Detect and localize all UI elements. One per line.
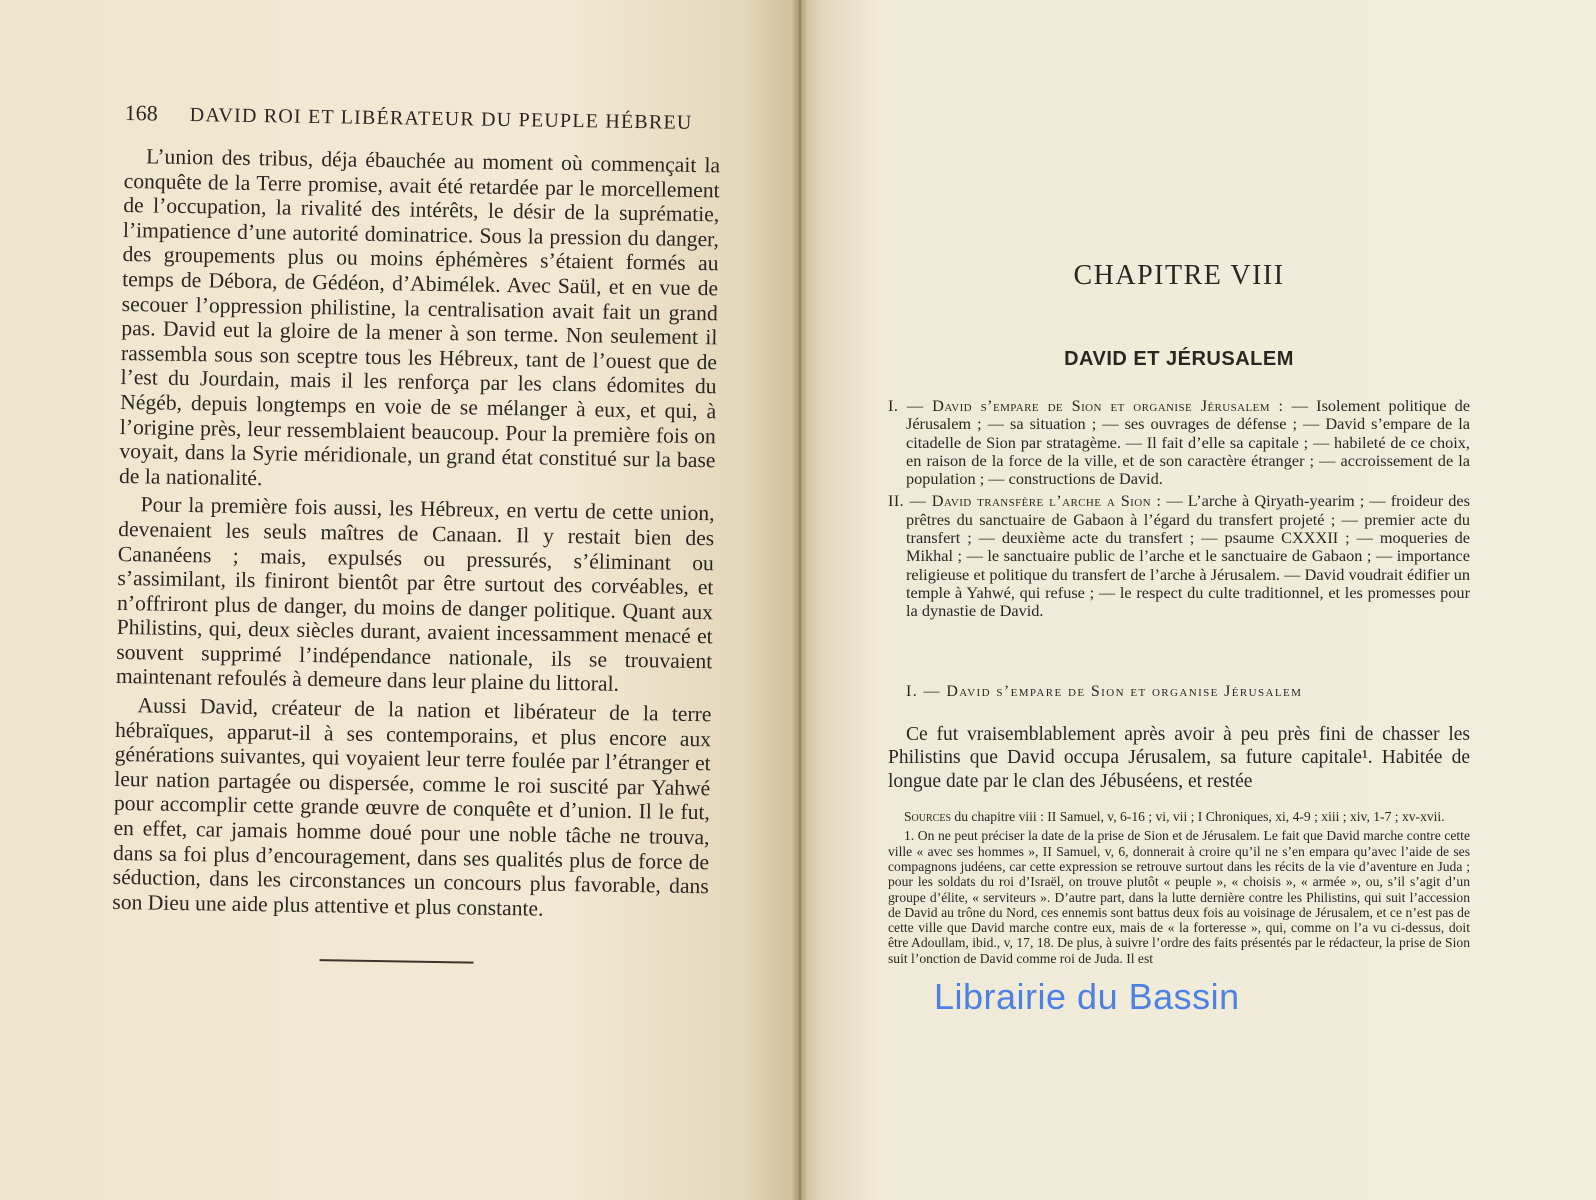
body-paragraph: L’union des tribus, déja ébauchée au moment où commençait la conquête de la Terre promise, avait été retardée par le morcellement de l’occupation, la rivalité des intérêts, le désir de la suprématie, l’impatience d’une autorité dominatrice. Sous la pression du danger, des groupements plus ou moins éphémères s’étaient formés au temps de Débora, de Gédéon, d’Abimélek. Avec Saül, et en vue de secouer l’oppression philistine, la centralisation avait fait un grand pas. David eut la gloire de la mener à son terme. Non seulement il rassembla sous son sceptre tous les Hébreux, tant de l’ouest que de l’est du Jourdain, mais il les renforça par les clans édomites du Négéb, depuis longtemps en voie de se mélanger à eux, et qui, à l’origine près, leur ressemblaient beaucoup. Pour la première fois on voyait, dans la Syrie méridionale, un grand état constitué sur la base de la nationalité.: [118, 144, 721, 490]
body-paragraph: Aussi David, créateur de la nation et libérateur de la terre hébraïques, apparut-il à ses contemporains, et plus encore aux générations suivantes, qui voyaient leur terre foulée par l’étranger et leur nation partagée ou dispersée, comme le roi suscité par Yahwé pour accomplir cette grande œuvre de conquête et d’union. Il le fut, en effet, car jamais homme doué pour une noble tâche ne trouva, dans sa foi plus d’encouragement, dans ses qualités plus de force de séduction, dans les circonstances un concours plus favorable, dans son Dieu une aide plus attentive et plus constante.: [112, 693, 712, 921]
watermark: Librairie du Bassin: [934, 976, 1240, 1017]
sources-note: [888, 809, 1470, 824]
chapter-title: CHAPITRE VIII: [1073, 260, 1285, 291]
section-paragraph: Ce fut vraisemblablement après avoir à peu près fini de chasser les Philistins que David occupa Jérusalem, sa future capitale¹. Habitée de longue date par le clan des Jébuséens, et restée: [888, 723, 1470, 792]
body-paragraph: Pour la première fois aussi, les Hébreux, en vertu de cette union, devenaient les seuls maîtres de Canaan. Il y restait bien des Cananéens ; mais, expulsés ou pressurés, s’éliminant ou s’assimilant, ils finiront bientôt par être surtout des corvéables, et n’offriront plus de danger, du moins de danger politique. Quant aux Philistins, qui, deux siècles durant, avaient incessamment menacé et souvent supprimé l’indépendance nationale, ils se trouvaient maintenant refoulés à demeure dans leur plaine du littoral.: [115, 492, 715, 697]
right-page-text: [888, 260, 1470, 970]
chapter-summary-item: [888, 397, 1470, 488]
book-gutter: [790, 0, 810, 1200]
sources-lead: Sources: [904, 809, 952, 825]
summary-lead: II. — David transfère l’arche a Sion :: [888, 491, 1162, 511]
chapter-summary-item: [888, 492, 1470, 620]
footnote: 1. On ne peut préciser la date de la prise de Sion et de Jérusalem. Le fait que David marche contre cette ville « avec ses hommes », II Samuel, v, 6, donnerait à croire qu’il ne s’en empara qu’avec l’aide de ses compagnons judéens, car cette expression se retrouve surtout dans les récits de la vie d’aventure en Juda ; pour les soldats du roi d’Israël, on trouve plutôt « peuple », « choisis », « armée », ou, s’il s’agit d’un groupe d’élite, « serviteurs ». D’autre part, dans la lutte dernière contre les Philistins, qui suit l’accession de David au trône du Nord, ces ennemis sont battus deux fois au voisinage de Jérusalem, et ce n’est pas de cette ville que David marche contre eux, mais de « la forteresse », qui, comme on l’a vu ci-dessus, doit être Adoullam, ibid., v, 17, 18. De plus, à suivre l’ordre des faits présentés par le rédacteur, la prise de Sion suit l’onction de David comme roi de Juda. Il est: [888, 828, 1470, 966]
summary-text: — L’arche à Qiryath-yearim ; — froideur des prêtres du sanctuaire de Gabaon à l’égard du transfert projeté ; — premier acte du transfert ; — deuxième acte du transfert ; — psaume CXXXII ; — moqueries de Mikhal ; — le sanctuaire public de l’arche et le sanctuaire de Gabaon ; — importance religieuse et politique du transfert de l’arche à Jérusalem. — David voudrait édifier un temple à Yahwé, qui refuse ; — le respect du culte traditionnel, et les promesses pour la dynastie de David.: [906, 491, 1470, 621]
left-page-text: [112, 100, 721, 968]
page-number: 168: [124, 100, 158, 126]
sources-text: du chapitre viii : II Samuel, v, 6-16 ; vi, vii ; I Chroniques, xi, 4-9 ; xiii ; xiv, 1-7 ; xv-xvii.: [951, 809, 1445, 825]
section-heading: I. — David s’empare de Sion et organise Jérusalem: [906, 682, 1303, 700]
summary-lead: I. — David s’empare de Sion et organise Jérusalem :: [888, 396, 1284, 415]
summary-text: — Isolement politique de Jérusalem ; — sa situation ; — ses ouvrages de défense ; — David s’empare de la citadelle de Sion par stratagème. — Il fait d’elle sa capitale ; — habileté de ce choix, en raison de la force de la ville, et de son caractère étranger ; — accroissement de la population ; — constructions de David.: [906, 396, 1471, 489]
running-head: [125, 100, 721, 135]
chapter-end-rule: [319, 960, 473, 964]
chapter-subtitle: DAVID ET JÉRUSALEM: [1064, 348, 1294, 370]
running-title: DAVID ROI ET LIBÉRATEUR DU PEUPLE HÉBREU: [189, 104, 693, 134]
